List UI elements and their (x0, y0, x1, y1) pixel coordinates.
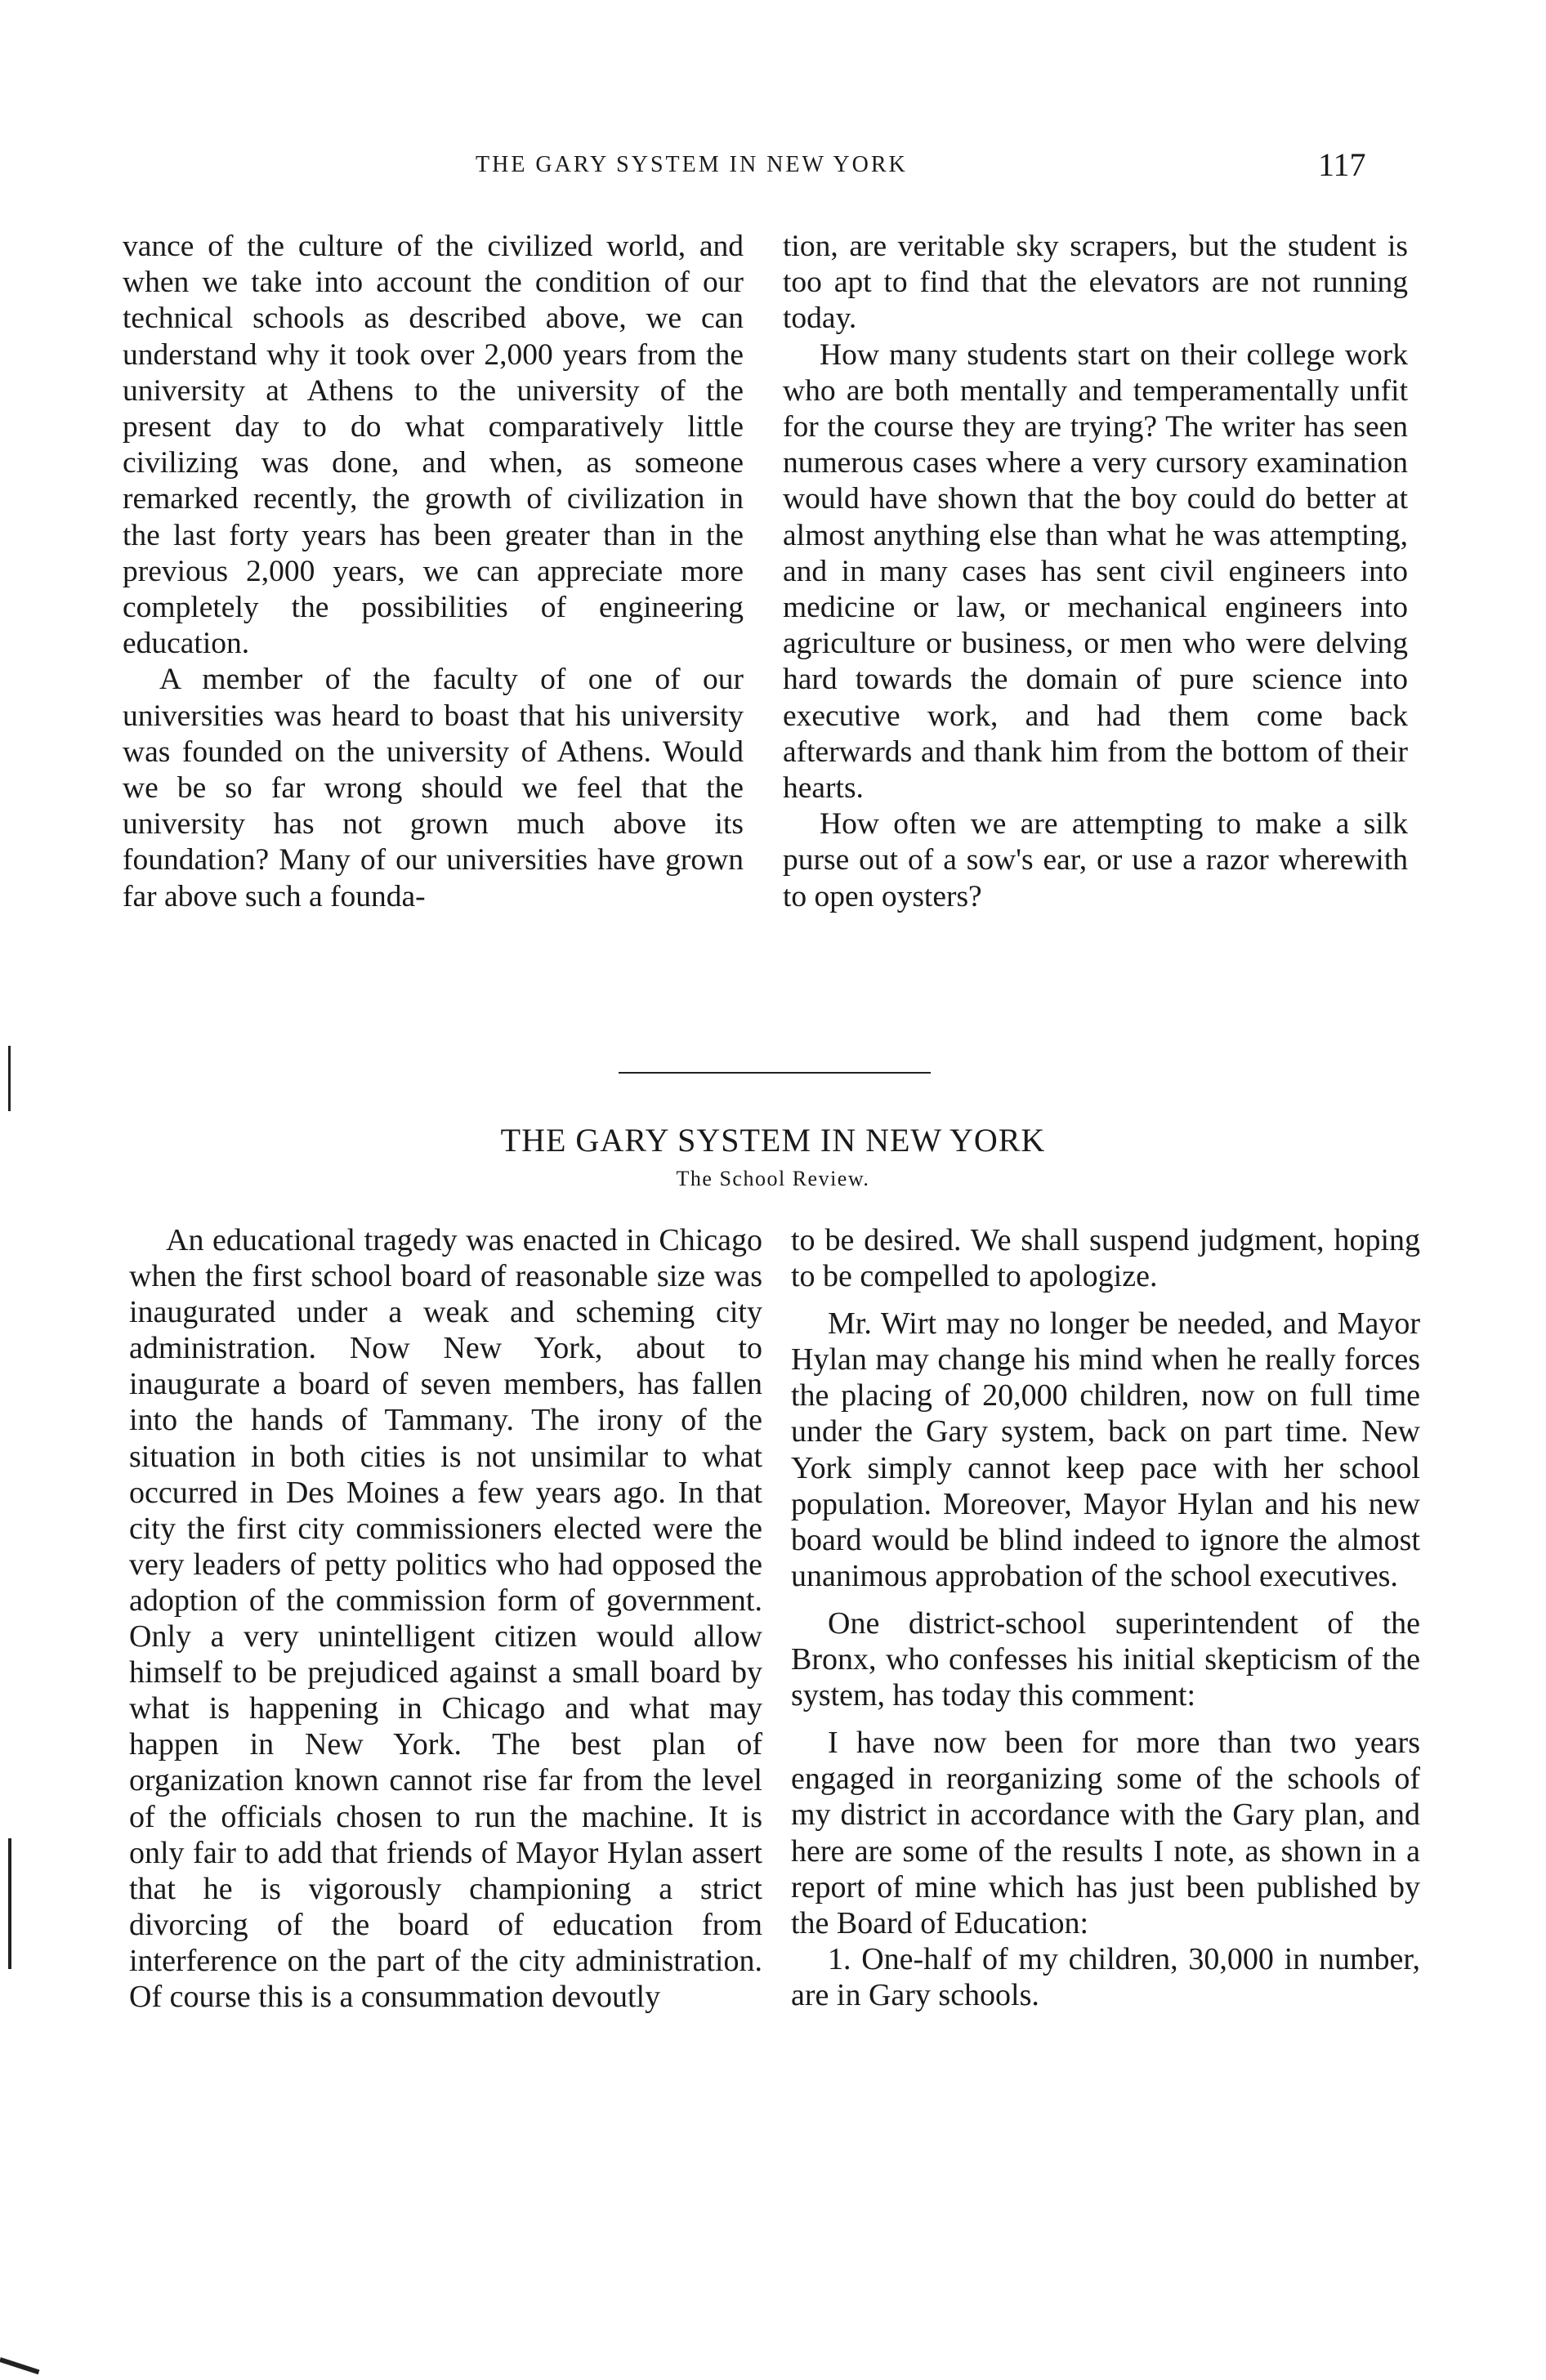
quoted-list-item: 1. One-half of my children, 30,000 in number, are in Gary schools. (791, 1941, 1420, 2012)
paragraph: vance of the culture of the civilized world, and when we take into account the condition of our technical schools as described above, we can understand why it took over 2,000 years from the university at Athens to the university of the present day to do what comparatively little civilizing was done, and when, as someone remarked recently, the growth of civilization in the last forty years has been greater than in the previous 2,000 years, we can appreciate more completely the possibilities of engineering education. (123, 230, 744, 661)
quoted-paragraph: I have now been for more than two years engaged in reorganizing some of the schools of my district in accordance with the Gary plan, and here are some of the results I note, as shown in a report of mine which has just been published by the Board of Education: (791, 1726, 1420, 1940)
paragraph: How many students start on their college work who are both mentally and temperamentally unfit for the course they are trying? The writer has seen numerous cases where a very cursory examination would have shown that the boy could do better at almost anything else than what he was attempting, and in many cases has sent civil engineers into medicine or law, or mechanical engineers into agriculture or business, or men who were delving hard towards the domain of pure science into executive work, and had them come back afterwards and thank him from the bottom of their hearts. (783, 337, 1408, 806)
article-left-column (129, 1222, 762, 2015)
previous-article-left-column (123, 229, 744, 915)
paragraph: How often we are attempting to make a silk purse out of a sow's ear, or use a razor wherewith to open oysters? (783, 807, 1408, 913)
scan-margin-mark (8, 1046, 11, 1111)
paragraph: An educational tragedy was enacted in Chicago when the first school board of reasonable size was inaugurated under a weak and scheming city administration. Now New York, about to inaugurate a board of seven members, has fallen into the hands of Tammany. The irony of the situation in both cities is not unsimilar to what occurred in Des Moines a few years ago. In that city the first city commissioners elected were the very leaders of petty politics who had opposed the adoption of the commission form of government. Only a very unintelligent citizen would allow himself to be prejudiced against a small board by what is happening in Chicago and what may happen in New York. The best plan of organization known cannot rise far from the level of the officials chosen to run the machine. It is only fair to add that friends of Mayor Hylan assert that he is vigorously championing a strict divorcing of the board of education from interference on the part of the city administration. Of course this is a consummation devoutly (129, 1223, 762, 2014)
paragraph: A member of the faculty of one of our universities was heard to boast that his university was founded on the university of Athens. Would we be so far wrong should we feel that the university has not grown much above its foundation? Many of our universities have grown far above such a founda- (123, 663, 744, 913)
paragraph: One district-school superintendent of the Bronx, who confesses his initial skepticism of the system, has today this comment: (791, 1605, 1420, 1713)
article-right-column (791, 1222, 1420, 2013)
paragraph: to be desired. We shall suspend judgment, hoping to be compelled to apologize. (791, 1223, 1420, 1294)
running-head (0, 145, 1546, 194)
previous-article-right-column (783, 229, 1408, 915)
section-divider (619, 1072, 931, 1074)
scan-margin-mark (8, 1838, 11, 1969)
article-title: THE GARY SYSTEM IN NEW YORK (500, 1122, 1046, 1159)
scan-corner-mark (0, 2357, 39, 2374)
paragraph: tion, are veritable sky scrapers, but the student is too apt to find that the elevators are not running today. (783, 230, 1408, 336)
running-head-title: THE GARY SYSTEM IN NEW YORK (476, 152, 908, 177)
article-source: The School Review. (676, 1167, 870, 1190)
paragraph: Mr. Wirt may no longer be needed, and Mayor Hylan may change his mind when he really forces the placing of 20,000 children, now on full time under the Gary system, back on part time. New York simply cannot keep pace with her school population. Moreover, Mayor Hylan and his new board would be blind indeed to ignore the almost unanimous approbation of the school executives. (791, 1306, 1420, 1593)
page-number: 117 (1318, 146, 1366, 183)
